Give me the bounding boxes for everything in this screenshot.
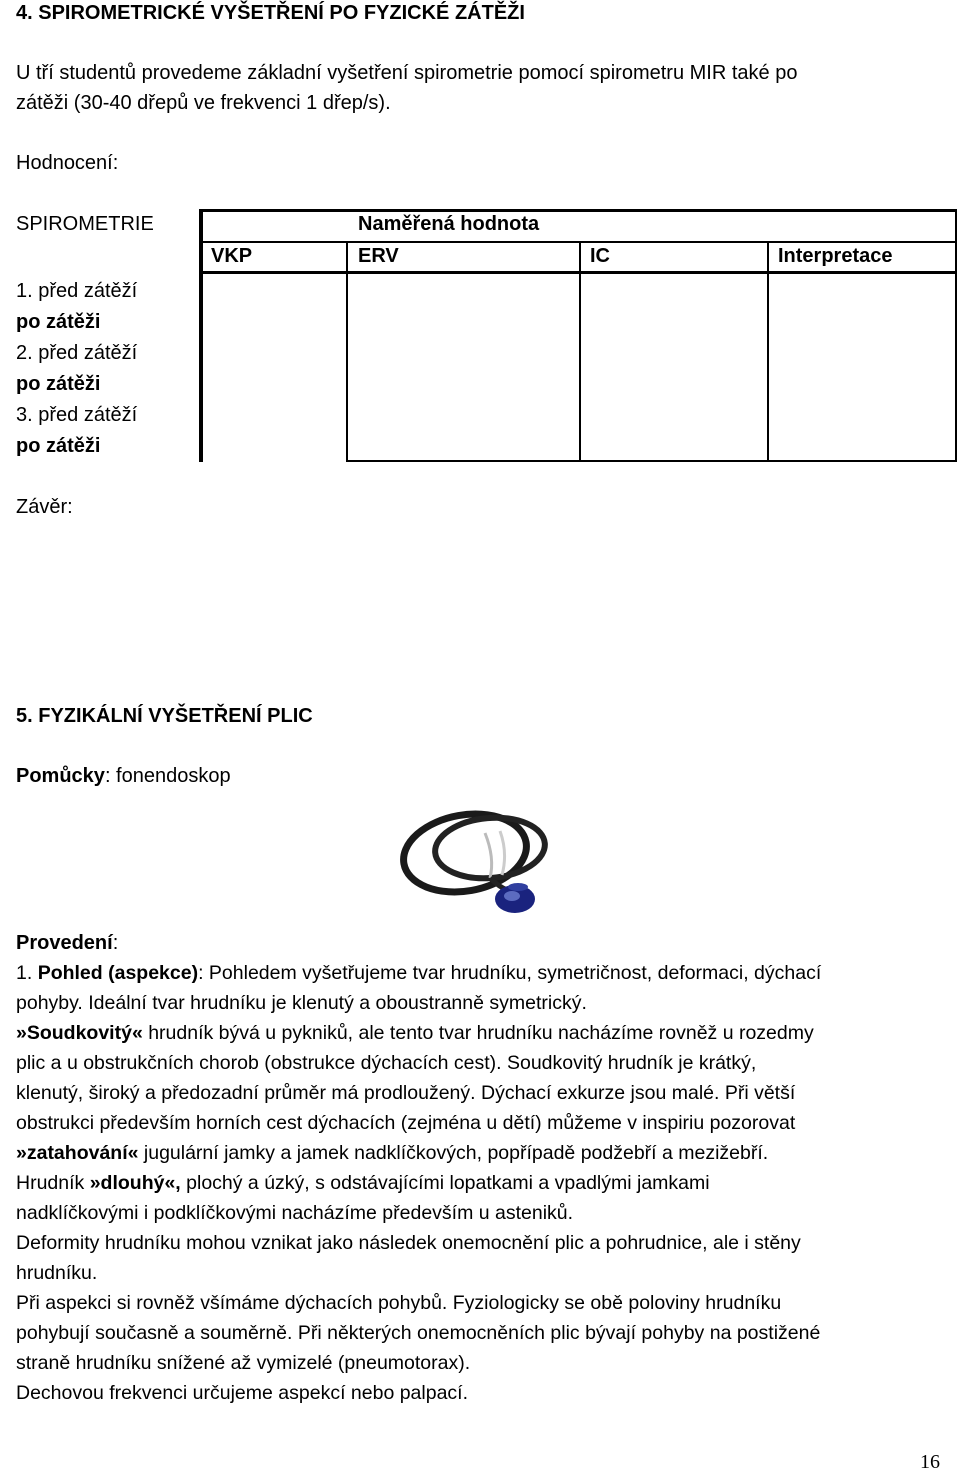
p4-line-2: hrudníku. bbox=[16, 1262, 98, 1284]
group-header-measured: Naměřená hodnota bbox=[358, 213, 540, 235]
intro-line-2: zátěži (30-40 dřepů ve frekvenci 1 dřep/s). bbox=[16, 92, 391, 114]
page-number: 16 bbox=[920, 1451, 940, 1473]
col-header-ic: IC bbox=[590, 245, 610, 267]
p2-line-5-rest: jugulární jamky a jamek nadklíčkových, popřípadě podžebří a mezižebří. bbox=[138, 1142, 769, 1164]
p1-bold: Pohled (aspekce) bbox=[37, 962, 199, 984]
p2-line-3: klenutý, široký a předozadní průměr má prodloužený. Dýchací exkurze jsou malé. Při větší bbox=[16, 1082, 796, 1104]
p5-line-3: straně hrudníku snížené až vymizelé (pneumotorax). bbox=[16, 1352, 471, 1374]
p2-line-2: plic a u obstrukčních chorob (obstrukce dýchacích cest). Soudkovitý hrudník je krátký, bbox=[16, 1052, 757, 1074]
table-col-divider-3 bbox=[767, 241, 769, 462]
p3-line-1 bbox=[16, 1168, 710, 1198]
table-right-border bbox=[955, 209, 957, 462]
row-label-1-before: 1. před zátěží bbox=[16, 280, 138, 302]
col-header-vkp: VKP bbox=[211, 245, 253, 267]
intro-line-1: U tří studentů provedeme základní vyšetření spirometrie pomocí spirometru MIR také po bbox=[16, 62, 798, 84]
p4-line-1: Deformity hrudníku mohou vznikat jako následek onemocnění plic a pohrudnice, ale i stěny bbox=[16, 1232, 801, 1254]
row-label-3-before: 3. před zátěží bbox=[16, 404, 138, 426]
row-label-1-after: po zátěži bbox=[16, 311, 101, 333]
col-header-interpretace: Interpretace bbox=[778, 245, 893, 267]
p2-line-5 bbox=[16, 1138, 768, 1168]
table-row-divider-1 bbox=[199, 271, 957, 274]
col-header-erv: ERV bbox=[358, 245, 399, 267]
p5-line-1: Při aspekci si rovněž všímáme dýchacích pohybů. Fyziologicky se obě poloviny hrudníku bbox=[16, 1292, 782, 1314]
procedure-colon: : bbox=[112, 932, 119, 954]
p2-bold: »Soudkovitý« bbox=[16, 1022, 143, 1044]
row-header-spirometrie: SPIROMETRIE bbox=[16, 213, 154, 235]
p3-rest: plochý a úzký, s odstávajícími lopatkami a vpadlými jamkami bbox=[180, 1172, 710, 1194]
p5-line-2: pohybují současně a souměrně. Při některých onemocněních plic bývají pohyby na postižené bbox=[16, 1322, 821, 1344]
tools-line bbox=[16, 765, 231, 788]
table-col-divider-2 bbox=[579, 241, 581, 462]
p1-rest: : Pohledem vyšetřujeme tvar hrudníku, symetričnost, deformaci, dýchací bbox=[198, 962, 822, 984]
table-left-border bbox=[199, 209, 203, 462]
p3-prefix: Hrudník bbox=[16, 1172, 90, 1194]
tools-value: : fonendoskop bbox=[104, 765, 231, 787]
row-label-3-after: po zátěži bbox=[16, 435, 101, 457]
p2-rest: hrudník bývá u pykniků, ale tento tvar hrudníku nacházíme rovněž u rozedmy bbox=[142, 1022, 814, 1044]
table-col-divider-1 bbox=[346, 241, 348, 462]
p2-line-1 bbox=[16, 1018, 814, 1048]
p1-line-2: pohyby. Ideální tvar hrudníku je klenutý a oboustranně symetrický. bbox=[16, 992, 587, 1014]
p6-line-1: Dechovou frekvenci určujeme aspekcí nebo palpací. bbox=[16, 1382, 469, 1404]
evaluation-label: Hodnocení: bbox=[16, 152, 119, 174]
p3-bold: »dlouhý«, bbox=[89, 1172, 181, 1194]
stethoscope-icon bbox=[390, 793, 570, 928]
table-header-divider bbox=[199, 241, 957, 243]
section-4-heading: 4. SPIROMETRICKÉ VYŠETŘENÍ PO FYZICKÉ ZÁTĚŽI bbox=[16, 2, 525, 24]
procedure-label-line bbox=[16, 932, 118, 955]
row-label-2-after: po zátěži bbox=[16, 373, 101, 395]
p1-prefix: 1. bbox=[16, 962, 38, 984]
tools-label: Pomůcky bbox=[16, 765, 105, 787]
row-label-2-before: 2. před zátěží bbox=[16, 342, 138, 364]
conclusion-label: Závěr: bbox=[16, 496, 73, 518]
stethoscope-image bbox=[390, 793, 570, 928]
procedure-label: Provedení bbox=[16, 932, 113, 954]
p1-line-1 bbox=[16, 958, 821, 988]
table-top-line bbox=[199, 209, 957, 212]
table-bottom-line bbox=[346, 460, 957, 462]
p3-line-2: nadklíčkovými i podklíčkovými nacházíme především u asteniků. bbox=[16, 1202, 574, 1224]
section-5-heading: 5. FYZIKÁLNÍ VYŠETŘENÍ PLIC bbox=[16, 705, 313, 727]
p2-line-4: obstrukci především horních cest dýchacích (zejména u dětí) můžeme v inspiriu pozorovat bbox=[16, 1112, 796, 1134]
p2-line-5-bold: »zatahování« bbox=[16, 1142, 139, 1164]
